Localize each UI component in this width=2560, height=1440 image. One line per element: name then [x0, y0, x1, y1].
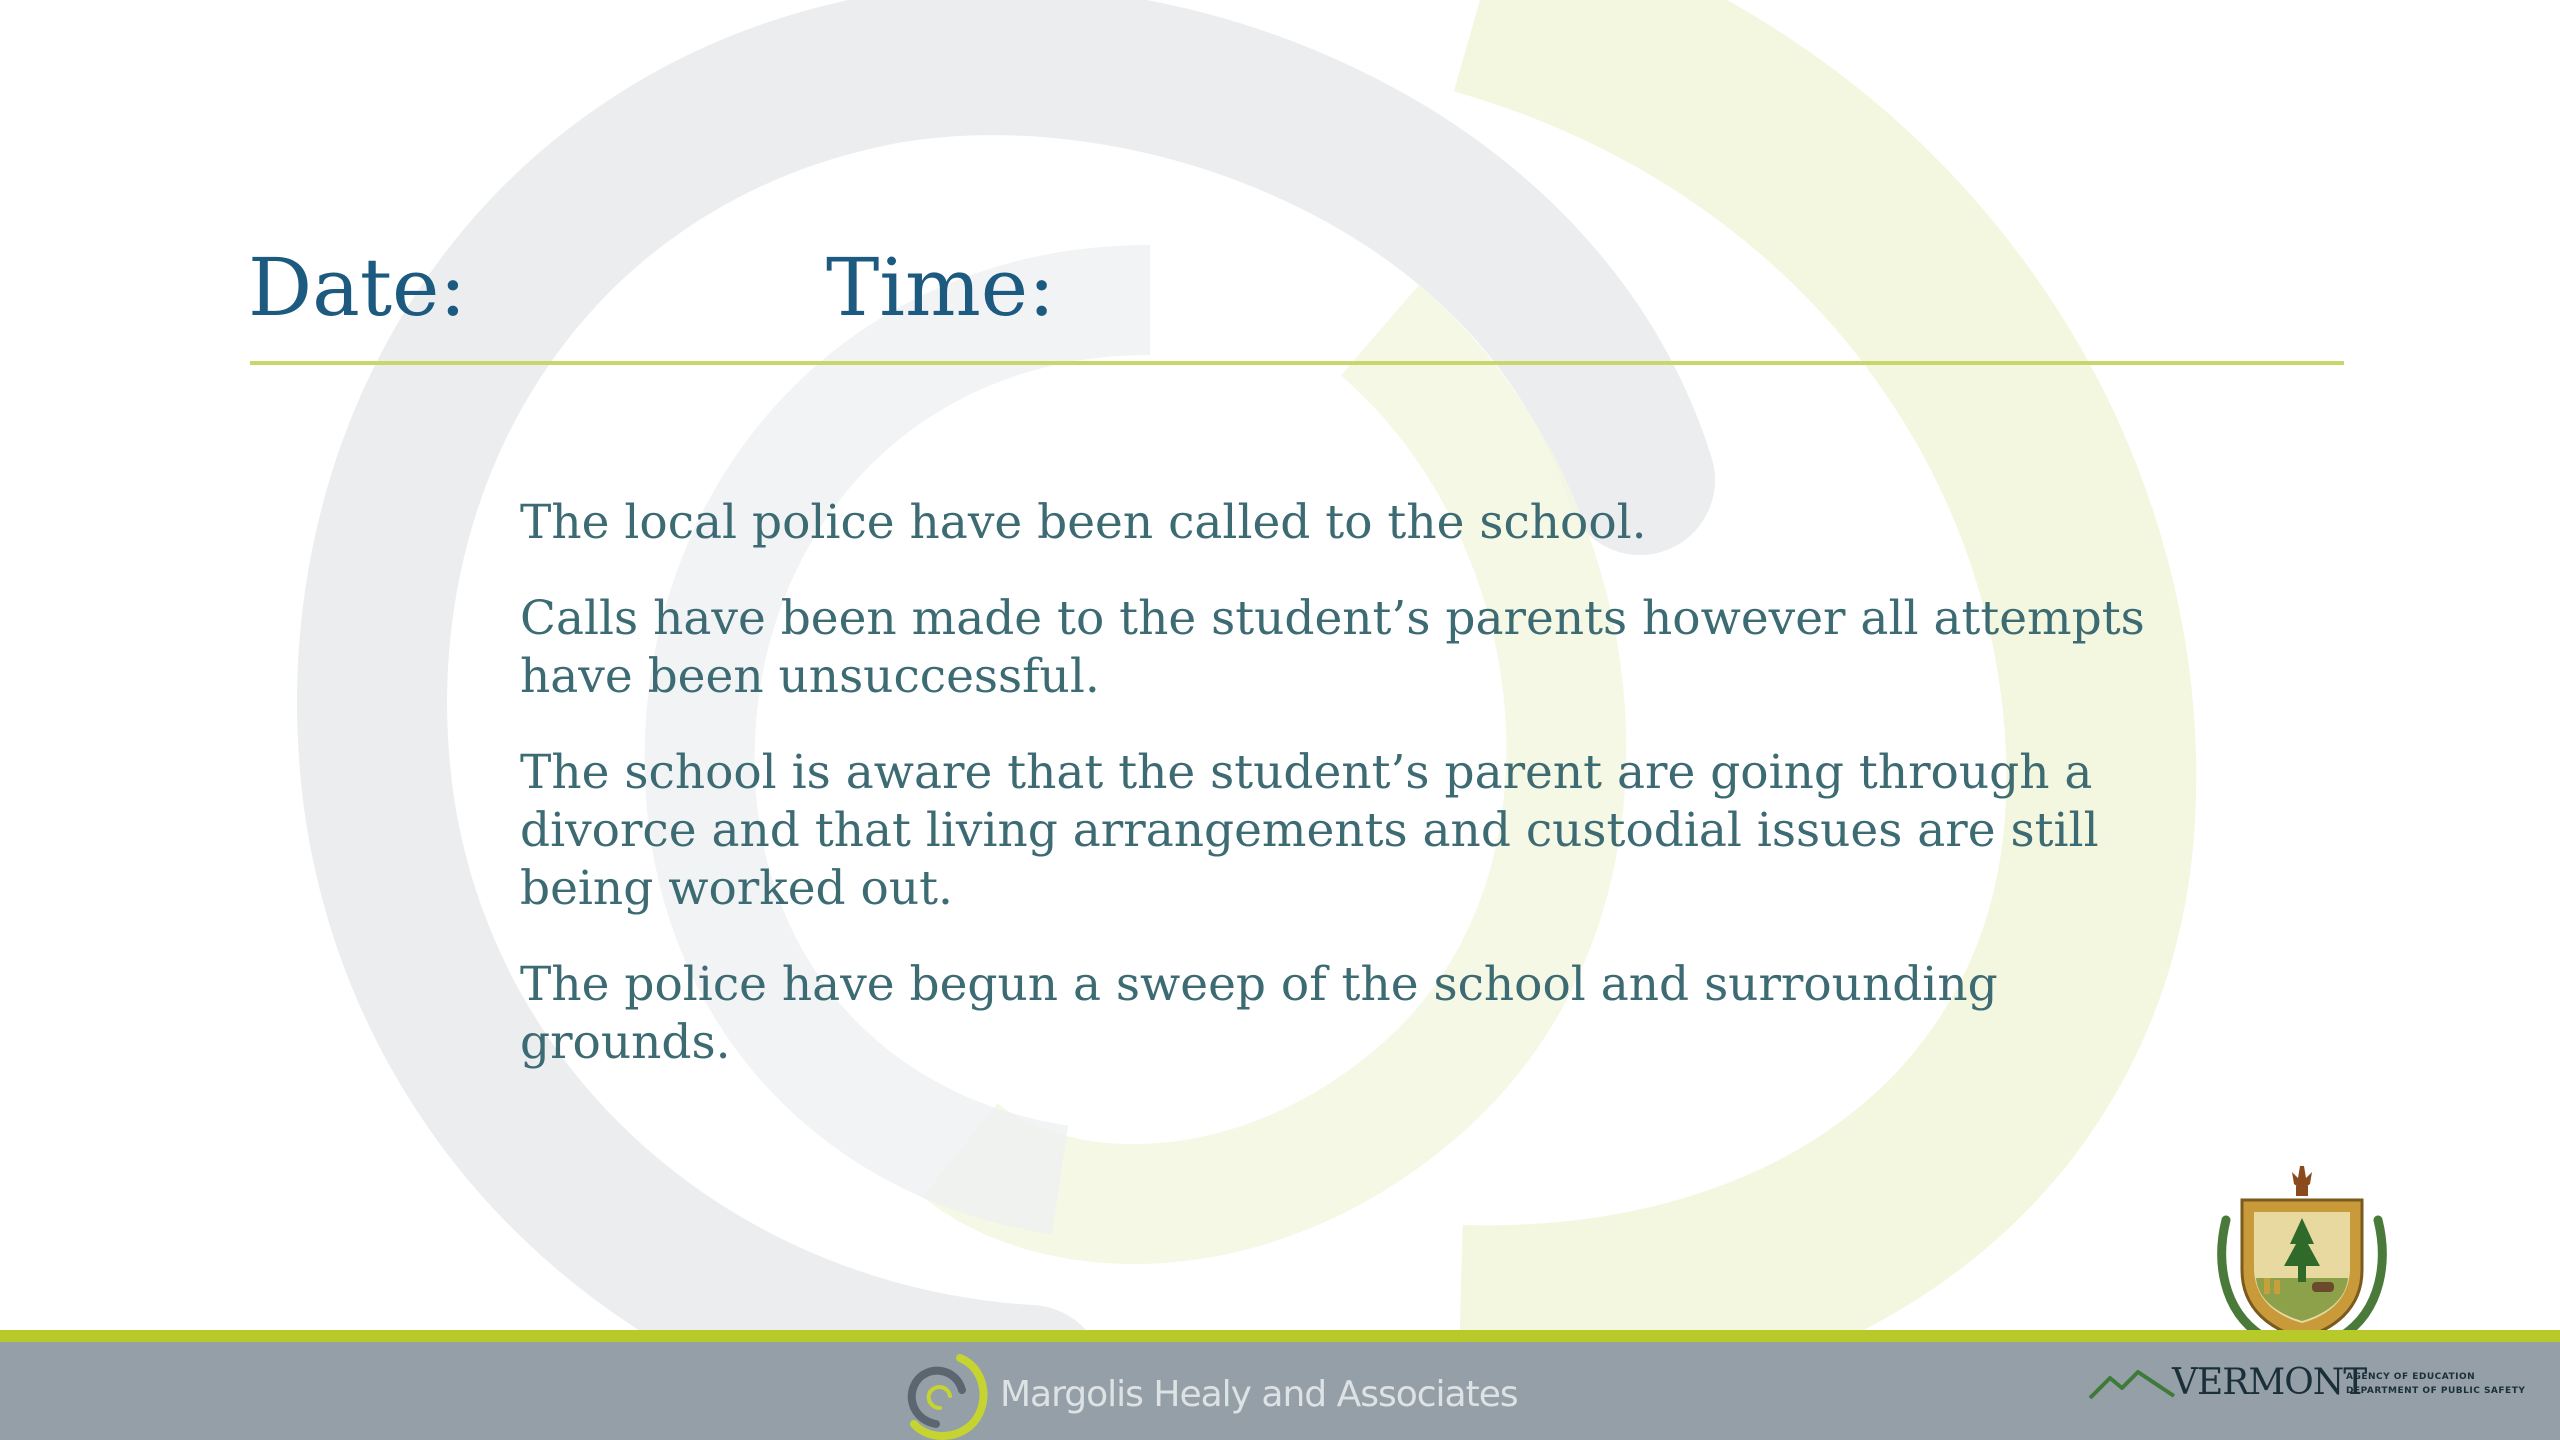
- agency-line: AGENCY OF EDUCATION: [2346, 1372, 2476, 1382]
- date-label: Date:: [248, 241, 467, 334]
- margolis-swirl-logo-icon: [898, 1346, 994, 1440]
- scenario-text: [520, 494, 2170, 1110]
- paragraph: The local police have been called to the school.: [520, 495, 1647, 550]
- vermont-wordmark: VERMONT: [2172, 1362, 2367, 1403]
- vermont-agency-text: [2346, 1370, 2525, 1398]
- company-name: Margolis Healy and Associates: [1000, 1374, 1518, 1415]
- agency-line: DEPARTMENT OF PUBLIC SAFETY: [2346, 1386, 2526, 1396]
- title-divider: [250, 361, 2344, 365]
- vermont-mountain-icon: [2088, 1366, 2176, 1402]
- paragraph: The school is aware that the student’s parent are going through a divorce and that living arrangements and custodial issues are still being worked out.: [520, 745, 2099, 916]
- paragraph: Calls have been made to the student’s parents however all attempts have been unsuccessful.: [520, 591, 2145, 704]
- vermont-seal-icon: [2212, 1160, 2392, 1350]
- footer-accent-bar: [0, 1330, 2560, 1342]
- time-label: Time:: [826, 241, 1056, 334]
- paragraph: The police have begun a sweep of the school and surrounding grounds.: [520, 957, 1998, 1070]
